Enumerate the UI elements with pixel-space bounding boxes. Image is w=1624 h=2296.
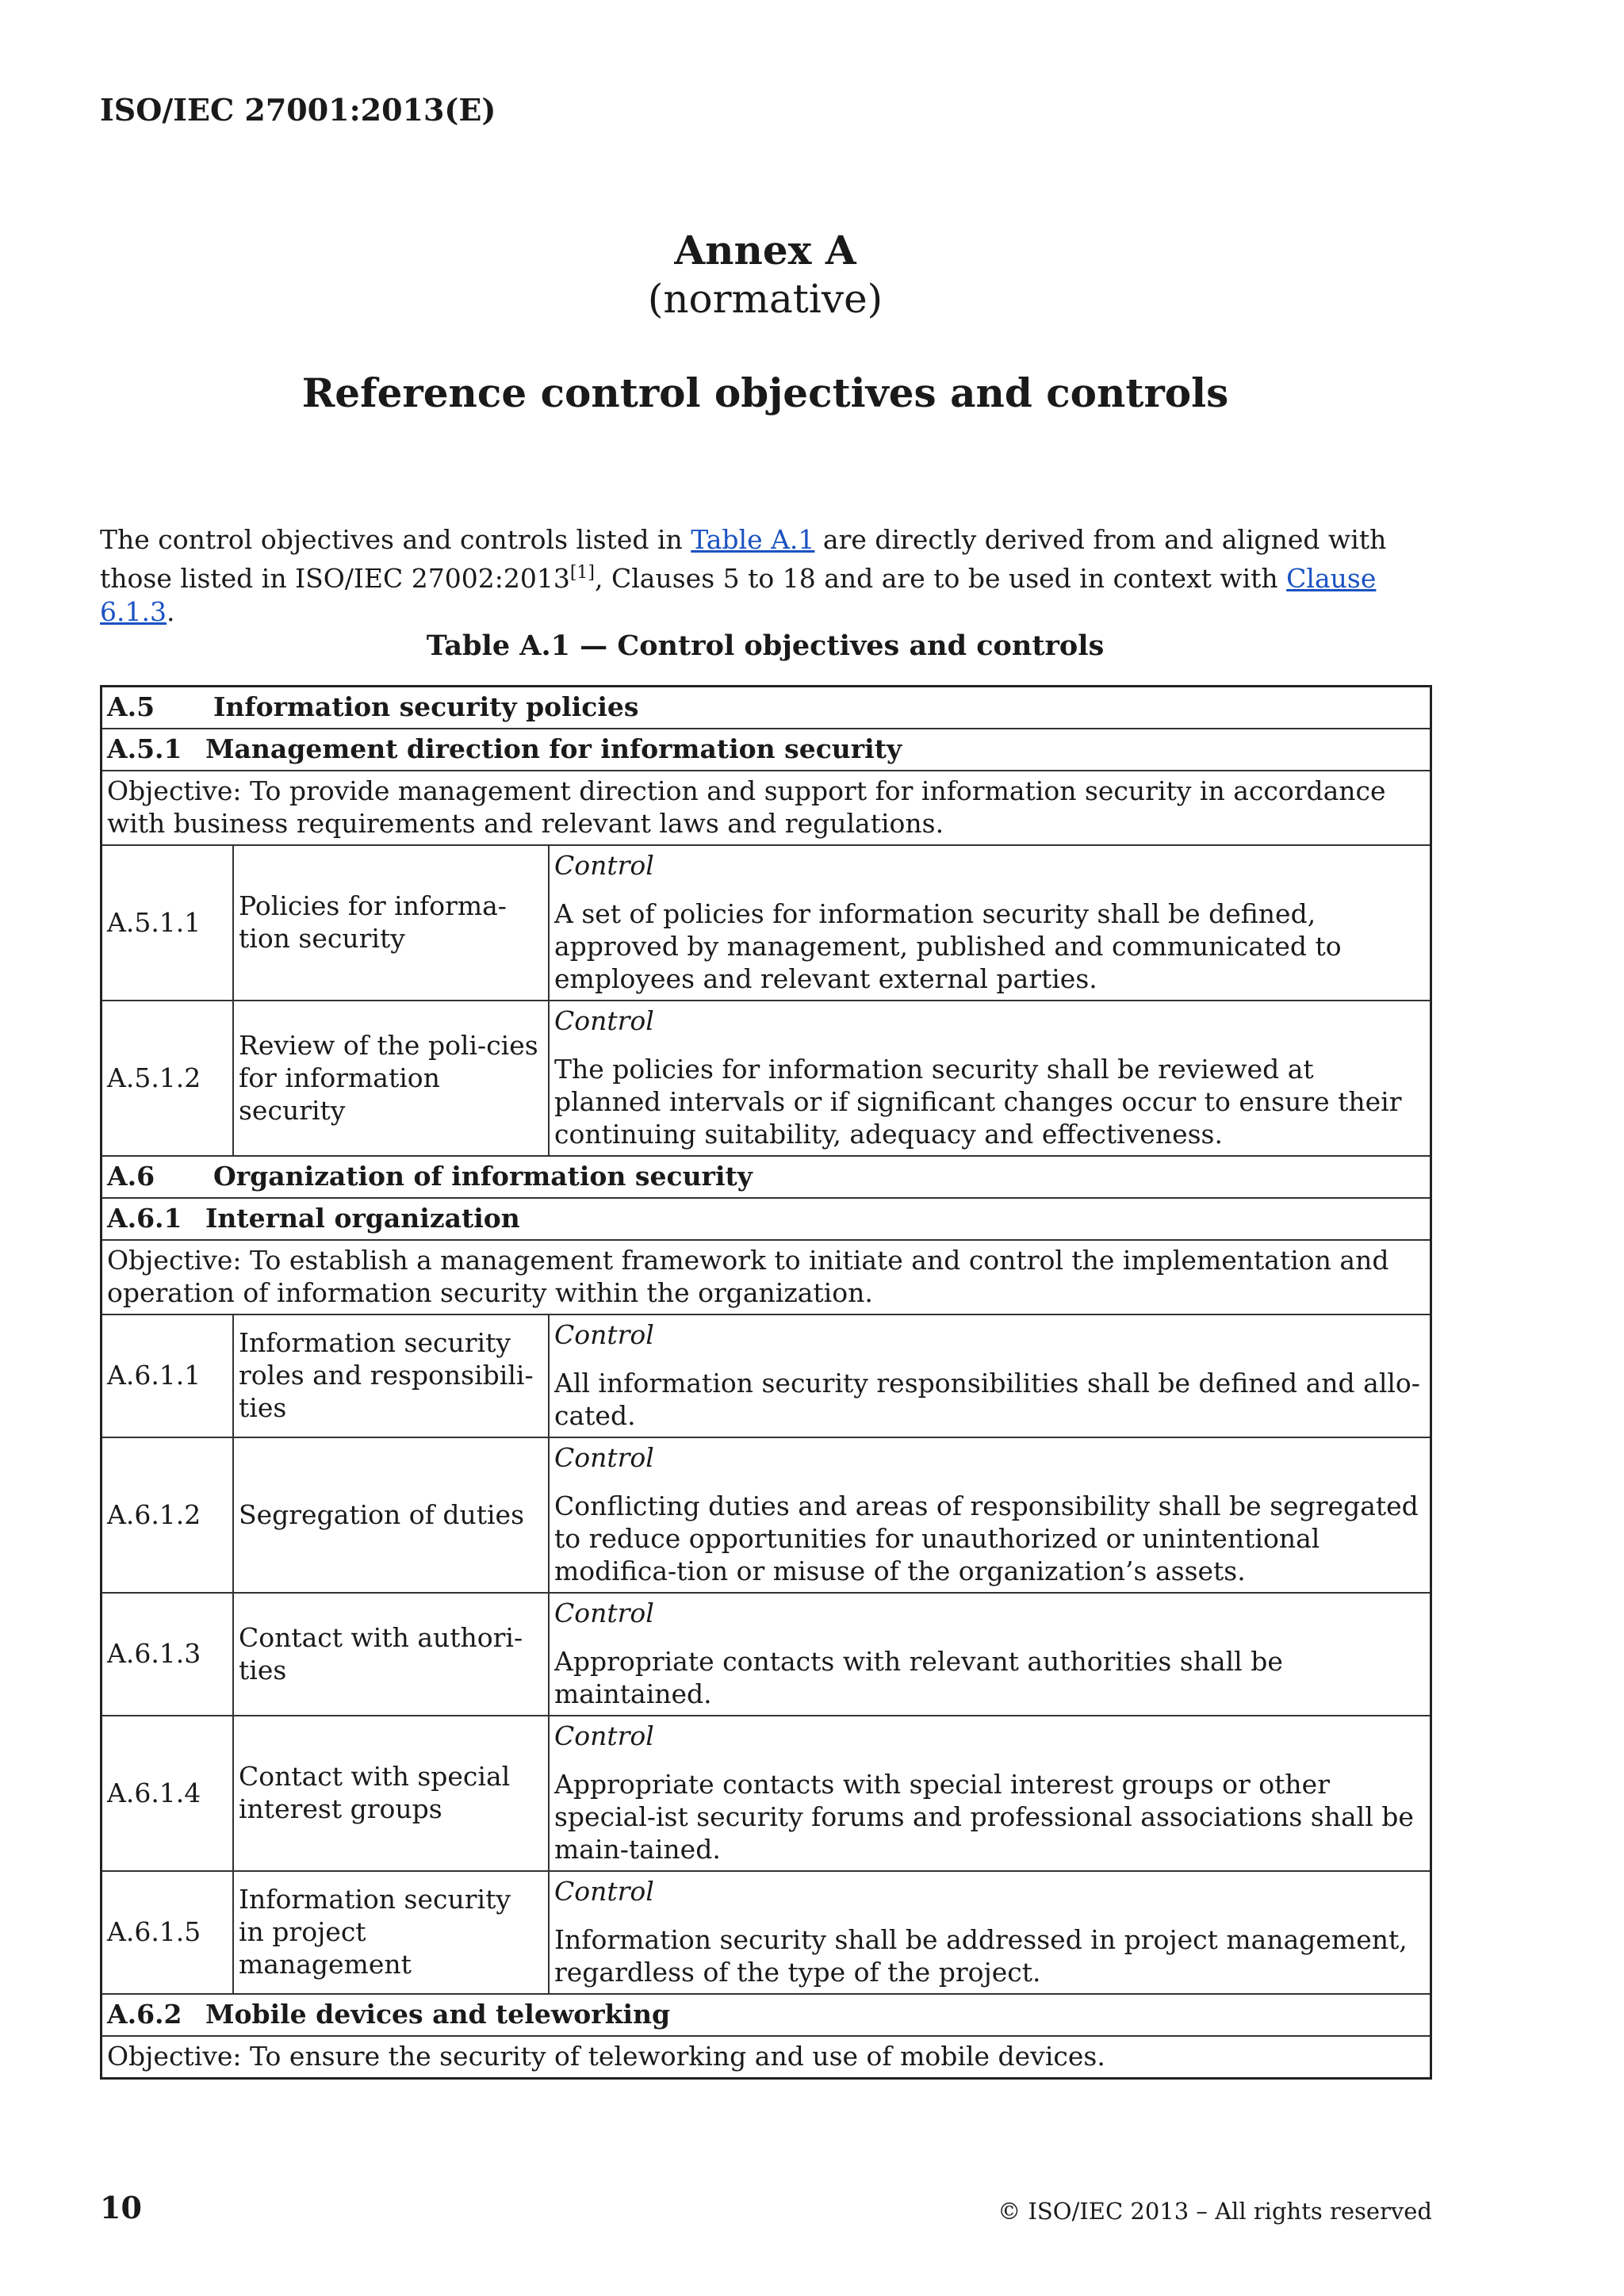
control-id: A.6.1.2 (102, 1437, 234, 1593)
subsection-row-a51 (102, 729, 1431, 771)
control-id: A.5.1.2 (102, 1001, 234, 1156)
control-label: Control (554, 1598, 654, 1628)
intro-text-4: . (166, 596, 175, 627)
section-row-a6 (102, 1156, 1431, 1198)
section-title: Organization of information security (213, 1161, 753, 1192)
objective-text: Objective: To provide management direction and support for information security in accordance with business requirements and relevant laws and regulations. (102, 771, 1431, 845)
objective-row (102, 771, 1431, 845)
page-number: 10 (100, 2190, 142, 2225)
control-label: Control (554, 1720, 654, 1751)
clause-613-link[interactable]: Clause 6.1.3 (100, 563, 1377, 627)
control-name: Segregation of duties (233, 1437, 549, 1593)
subsection-number: A.5.1 (107, 733, 182, 764)
intro-text-2: are directly derived from and aligned with those listed in ISO/IEC 27002:2013 (100, 524, 1387, 594)
annex-subtitle: (normative) (647, 276, 883, 322)
control-text: Information security shall be addressed in project management, regardless of the type of the project. (554, 1924, 1408, 1988)
reference-link[interactable]: [1] (569, 563, 596, 583)
control-text: A set of policies for information security shall be defined, approved by management, published and communicated to employees and relevant external parties. (554, 898, 1342, 994)
objective-text: Objective: To ensure the security of teleworking and use of mobile devices. (102, 2036, 1431, 2079)
table-a1-link[interactable]: Table A.1 (691, 524, 815, 555)
objective-text: Objective: To establish a management framework to initiate and control the implementation and operation of information security within the organization. (102, 1240, 1431, 1314)
subsection-row-a61 (102, 1198, 1431, 1240)
control-text: The policies for information security shall be reviewed at planned intervals or if significant changes occur to ensure their continuing suitability, adequacy and effectiveness. (554, 1054, 1402, 1150)
control-id: A.5.1.1 (102, 845, 234, 1001)
table-row (102, 845, 1431, 1001)
subsection-row-a62 (102, 1994, 1431, 2036)
control-id: A.6.1.3 (102, 1593, 234, 1716)
control-name: Contact with authori-ties (233, 1593, 549, 1716)
subsection-title: Internal organization (205, 1203, 520, 1234)
control-id: A.6.1.1 (102, 1314, 234, 1437)
table-row (102, 1001, 1431, 1156)
subsection-number: A.6.2 (107, 1999, 182, 2030)
control-label: Control (554, 1876, 654, 1907)
section-row-a5 (102, 687, 1431, 729)
section-number: A.5 (107, 691, 155, 722)
control-label: Control (554, 1442, 654, 1473)
table-row (102, 1314, 1431, 1437)
control-text: Conflicting duties and areas of responsibility shall be segregated to reduce opportunities for unauthorized or unintentional modifica-tion or misuse of the organization’s assets. (554, 1490, 1419, 1586)
control-label: Control (554, 850, 654, 881)
section-title: Information security policies (213, 691, 639, 722)
control-name: Information security in project management (233, 1871, 549, 1994)
copyright-notice: © ISO/IEC 2013 – All rights reserved (998, 2198, 1432, 2225)
control-id: A.6.1.4 (102, 1716, 234, 1871)
intro-paragraph (100, 523, 1440, 629)
control-name: Contact with special interest groups (233, 1716, 549, 1871)
control-text: Appropriate contacts with special interest groups or other special-ist security forums and professional associations shall be main-tained. (554, 1769, 1414, 1865)
control-label: Control (554, 1319, 654, 1350)
control-name: Policies for informa-tion security (233, 845, 549, 1001)
objective-row (102, 1240, 1431, 1314)
annex-heading: Reference control objectives and controls (301, 369, 1229, 416)
control-text: Appropriate contacts with relevant authorities shall be maintained. (554, 1646, 1283, 1709)
control-name: Information security roles and responsibili-ties (233, 1314, 549, 1437)
section-number: A.6 (107, 1161, 155, 1192)
control-table (100, 685, 1432, 2080)
intro-text-3: , Clauses 5 to 18 and are to be used in context with (595, 563, 1287, 594)
control-name: Review of the poli-cies for information security (233, 1001, 549, 1156)
control-text: All information security responsibilities shall be defined and allo-cated. (554, 1368, 1420, 1431)
table-row (102, 1437, 1431, 1593)
intro-text-1: The control objectives and controls listed in (100, 524, 691, 555)
subsection-title: Mobile devices and teleworking (205, 1999, 671, 2030)
table-row (102, 1871, 1431, 1994)
subsection-title: Management direction for information security (205, 733, 902, 764)
table-row (102, 1716, 1431, 1871)
objective-row (102, 2036, 1431, 2079)
subsection-number: A.6.1 (107, 1203, 182, 1234)
annex-title: Annex A (674, 227, 856, 274)
control-id: A.6.1.5 (102, 1871, 234, 1994)
document-id: ISO/IEC 27001:2013(E) (100, 92, 496, 128)
table-row (102, 1593, 1431, 1716)
control-label: Control (554, 1005, 654, 1036)
table-caption: Table A.1 — Control objectives and controls (426, 629, 1105, 662)
